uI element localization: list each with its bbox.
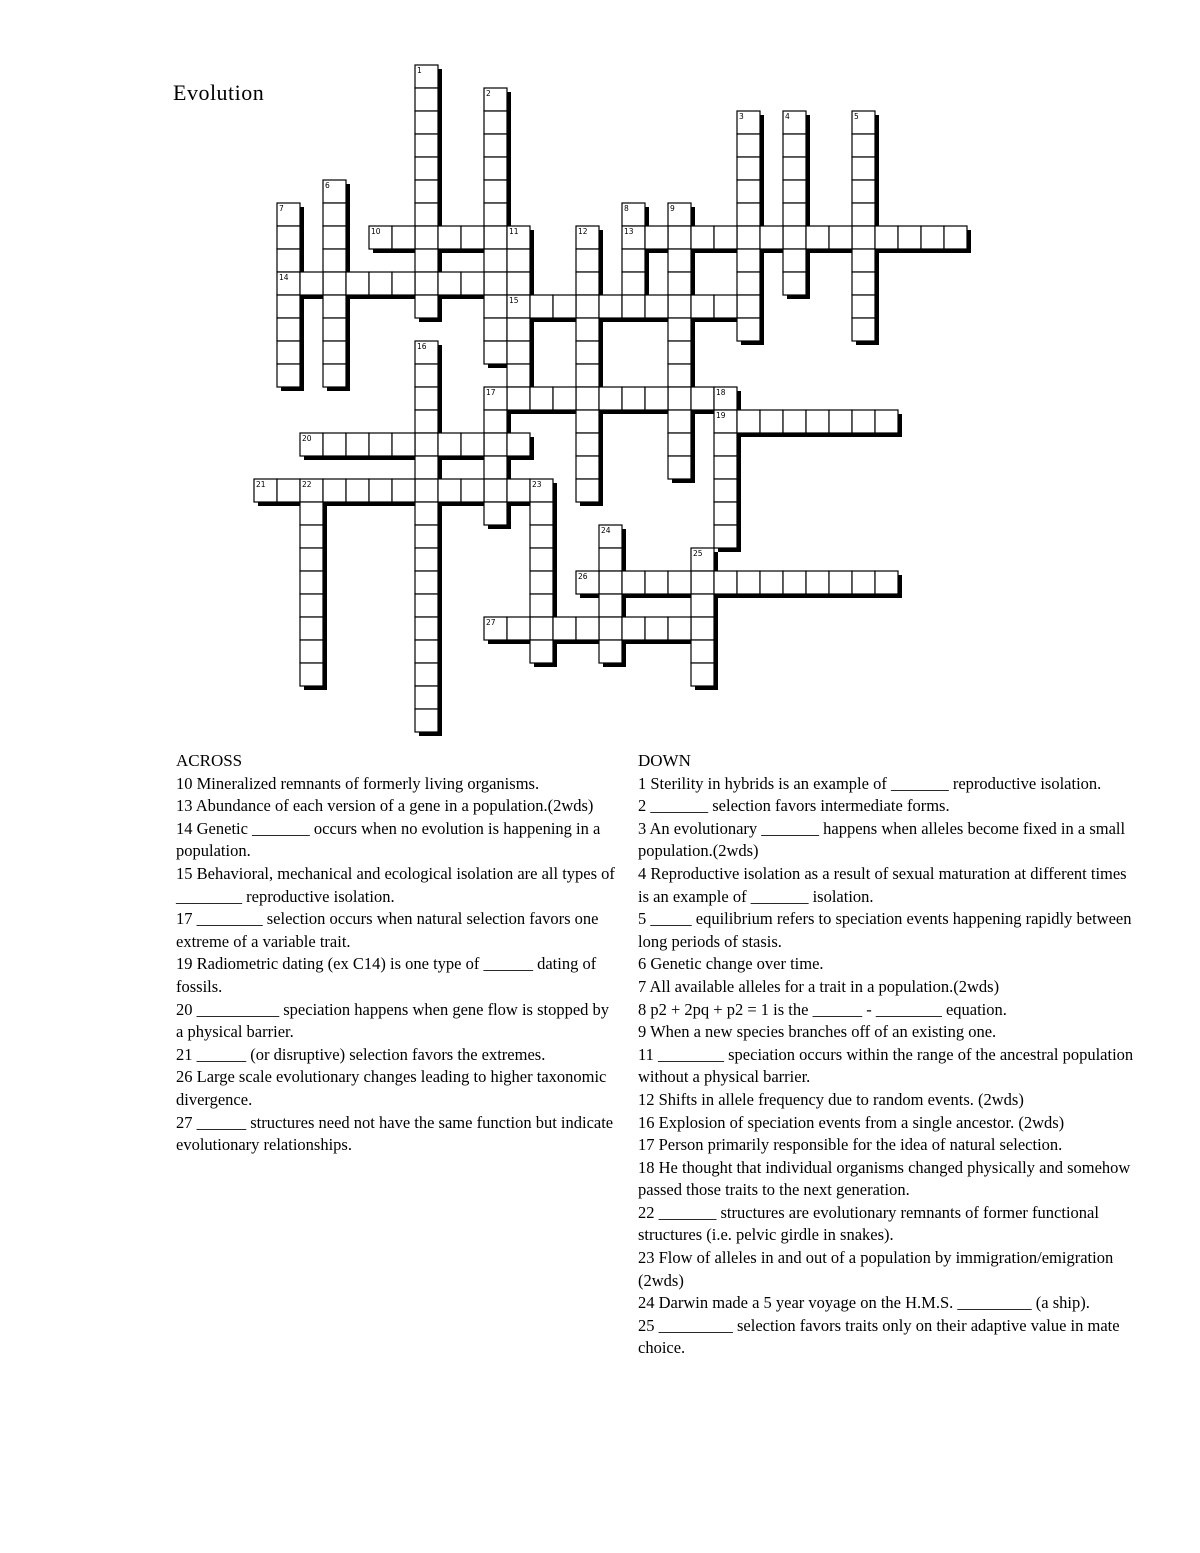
grid-cell[interactable] bbox=[415, 203, 438, 226]
across-clue-21: 21 ______ (or disruptive) selection favors the extremes. bbox=[176, 1044, 546, 1064]
grid-cell[interactable] bbox=[484, 157, 507, 180]
grid-cell[interactable] bbox=[645, 295, 668, 318]
grid-cell[interactable] bbox=[576, 410, 599, 433]
down-clue-16: 16 Explosion of speciation events from a single ancestor. (2wds) bbox=[638, 1112, 1065, 1132]
grid-cell[interactable] bbox=[576, 433, 599, 456]
grid-cell[interactable] bbox=[668, 295, 691, 318]
grid-clue-number: 23 bbox=[532, 480, 542, 489]
grid-cell[interactable] bbox=[806, 410, 829, 433]
grid-cell[interactable] bbox=[737, 272, 760, 295]
grid-cell[interactable] bbox=[484, 502, 507, 525]
grid-cell[interactable] bbox=[300, 525, 323, 548]
grid-cell[interactable] bbox=[783, 410, 806, 433]
across-clue-27: 27 ______ structures need not have the same function but indicate evolutionary relationships. bbox=[176, 1112, 614, 1155]
down-clue-2: 2 _______ selection favors intermediate forms. bbox=[638, 796, 950, 816]
grid-cell[interactable] bbox=[737, 157, 760, 180]
grid-cell[interactable] bbox=[622, 617, 645, 640]
grid-cell[interactable] bbox=[875, 571, 898, 594]
grid-clue-number: 22 bbox=[302, 480, 312, 489]
grid-cell[interactable] bbox=[668, 387, 691, 410]
grid-cell[interactable] bbox=[415, 433, 438, 456]
grid-cell[interactable] bbox=[323, 479, 346, 502]
grid-cell[interactable] bbox=[645, 571, 668, 594]
grid-cell[interactable] bbox=[507, 617, 530, 640]
grid-cell[interactable] bbox=[852, 295, 875, 318]
grid-cell[interactable] bbox=[599, 295, 622, 318]
grid-clue-number: 25 bbox=[693, 549, 703, 558]
grid-cell[interactable] bbox=[277, 479, 300, 502]
grid-cell[interactable] bbox=[737, 410, 760, 433]
grid-cell[interactable] bbox=[691, 295, 714, 318]
grid-cell[interactable] bbox=[668, 617, 691, 640]
grid-cell[interactable] bbox=[323, 341, 346, 364]
grid-cell[interactable] bbox=[392, 226, 415, 249]
grid-cell[interactable] bbox=[415, 295, 438, 318]
grid-cell[interactable] bbox=[323, 295, 346, 318]
grid-cell[interactable] bbox=[507, 364, 530, 387]
grid-cell[interactable] bbox=[576, 318, 599, 341]
across-clue-10: 10 Mineralized remnants of formerly living organisms. bbox=[176, 773, 540, 793]
grid-cell[interactable] bbox=[737, 134, 760, 157]
grid-cell[interactable] bbox=[277, 318, 300, 341]
grid-cell[interactable] bbox=[530, 594, 553, 617]
grid-clue-number: 6 bbox=[325, 181, 330, 190]
grid-cell[interactable] bbox=[323, 318, 346, 341]
grid-cell[interactable] bbox=[553, 387, 576, 410]
grid-cell[interactable] bbox=[438, 433, 461, 456]
grid-cell[interactable] bbox=[576, 387, 599, 410]
grid-cell[interactable] bbox=[484, 226, 507, 249]
grid-cell[interactable] bbox=[277, 341, 300, 364]
grid-cell[interactable] bbox=[829, 226, 852, 249]
grid-cell[interactable] bbox=[921, 226, 944, 249]
grid-cell[interactable] bbox=[852, 318, 875, 341]
grid-cell[interactable] bbox=[507, 249, 530, 272]
grid-cell[interactable] bbox=[300, 571, 323, 594]
grid-cell[interactable] bbox=[530, 387, 553, 410]
grid-clue-number: 4 bbox=[785, 112, 790, 121]
grid-cell[interactable] bbox=[415, 548, 438, 571]
grid-cell[interactable] bbox=[484, 180, 507, 203]
grid-cell[interactable] bbox=[484, 272, 507, 295]
grid-cell[interactable] bbox=[714, 226, 737, 249]
grid-clue-number: 20 bbox=[302, 434, 312, 443]
down-clue-12: 12 Shifts in allele frequency due to random events. (2wds) bbox=[638, 1089, 1024, 1109]
grid-clue-number: 7 bbox=[279, 204, 284, 213]
grid-cell[interactable] bbox=[415, 594, 438, 617]
grid-cell-layer bbox=[254, 65, 967, 732]
grid-cell[interactable] bbox=[415, 249, 438, 272]
grid-cell[interactable] bbox=[714, 525, 737, 548]
grid-cell[interactable] bbox=[507, 387, 530, 410]
down-clue-18: 18 He thought that individual organisms changed physically and somehow passed those traits to the next generation. bbox=[638, 1157, 1131, 1200]
across-clue-20: 20 __________ speciation happens when gene flow is stopped by a physical barrier. bbox=[176, 999, 610, 1042]
grid-cell[interactable] bbox=[415, 226, 438, 249]
across-clue-14: 14 Genetic _______ occurs when no evolution is happening in a population. bbox=[176, 818, 601, 861]
grid-cell[interactable] bbox=[852, 134, 875, 157]
grid-cell[interactable] bbox=[714, 479, 737, 502]
down-clue-1: 1 Sterility in hybrids is an example of _______ reproductive isolation. bbox=[638, 773, 1102, 793]
grid-cell[interactable] bbox=[346, 272, 369, 295]
grid-cell[interactable] bbox=[691, 571, 714, 594]
grid-cell[interactable] bbox=[668, 364, 691, 387]
grid-clue-number: 21 bbox=[256, 480, 266, 489]
grid-cell[interactable] bbox=[323, 272, 346, 295]
down-heading: DOWN bbox=[638, 751, 691, 770]
grid-clue-number: 27 bbox=[486, 618, 496, 627]
grid-cell[interactable] bbox=[484, 318, 507, 341]
grid-cell[interactable] bbox=[599, 548, 622, 571]
grid-cell[interactable] bbox=[415, 525, 438, 548]
grid-cell[interactable] bbox=[392, 433, 415, 456]
grid-cell[interactable] bbox=[714, 456, 737, 479]
grid-cell[interactable] bbox=[484, 410, 507, 433]
grid-clue-number: 26 bbox=[578, 572, 588, 581]
across-clue-17: 17 ________ selection occurs when natural selection favors one extreme of a variable trait. bbox=[176, 909, 599, 951]
grid-cell[interactable] bbox=[461, 479, 484, 502]
grid-cell[interactable] bbox=[852, 180, 875, 203]
grid-cell[interactable] bbox=[415, 157, 438, 180]
grid-cell[interactable] bbox=[944, 226, 967, 249]
grid-cell[interactable] bbox=[875, 226, 898, 249]
down-clue-8: 8 p2 + 2pq + p2 = 1 is the ______ - ________ equation. bbox=[638, 999, 1007, 1019]
grid-cell[interactable] bbox=[783, 226, 806, 249]
grid-cell[interactable] bbox=[277, 226, 300, 249]
grid-cell[interactable] bbox=[415, 364, 438, 387]
grid-cell[interactable] bbox=[415, 686, 438, 709]
grid-cell[interactable] bbox=[852, 203, 875, 226]
grid-cell[interactable] bbox=[806, 571, 829, 594]
grid-clue-number: 16 bbox=[417, 342, 427, 351]
grid-cell[interactable] bbox=[760, 410, 783, 433]
grid-clue-number: 5 bbox=[854, 112, 859, 121]
grid-cell[interactable] bbox=[576, 617, 599, 640]
grid-cell[interactable] bbox=[553, 617, 576, 640]
grid-cell[interactable] bbox=[415, 134, 438, 157]
grid-cell[interactable] bbox=[507, 433, 530, 456]
grid-cell[interactable] bbox=[392, 272, 415, 295]
grid-cell[interactable] bbox=[415, 571, 438, 594]
grid-cell[interactable] bbox=[576, 249, 599, 272]
across-clue-19: 19 Radiometric dating (ex C14) is one type of ______ dating of fossils. bbox=[176, 954, 597, 996]
grid-cell[interactable] bbox=[599, 594, 622, 617]
grid-cell[interactable] bbox=[369, 433, 392, 456]
crossword-grid bbox=[0, 0, 1200, 760]
grid-cell[interactable] bbox=[714, 502, 737, 525]
grid-cell[interactable] bbox=[300, 502, 323, 525]
grid-clue-number: 3 bbox=[739, 112, 744, 121]
grid-cell[interactable] bbox=[691, 617, 714, 640]
grid-clue-number: 11 bbox=[509, 227, 519, 236]
grid-cell[interactable] bbox=[530, 548, 553, 571]
grid-cell[interactable] bbox=[599, 617, 622, 640]
grid-cell[interactable] bbox=[438, 479, 461, 502]
grid-cell[interactable] bbox=[760, 226, 783, 249]
down-clue-24: 24 Darwin made a 5 year voyage on the H.M.S. _________ (a ship). bbox=[638, 1293, 1090, 1313]
down-clue-9: 9 When a new species branches off of an existing one. bbox=[638, 1022, 997, 1042]
grid-clue-number: 18 bbox=[716, 388, 726, 397]
grid-cell[interactable] bbox=[783, 571, 806, 594]
grid-cell[interactable] bbox=[507, 341, 530, 364]
grid-clue-number: 13 bbox=[624, 227, 634, 236]
grid-cell[interactable] bbox=[415, 502, 438, 525]
grid-cell[interactable] bbox=[484, 134, 507, 157]
grid-cell[interactable] bbox=[737, 180, 760, 203]
grid-cell[interactable] bbox=[898, 226, 921, 249]
grid-cell[interactable] bbox=[576, 456, 599, 479]
across-clue-13: 13 Abundance of each version of a gene in a population.(2wds) bbox=[176, 796, 594, 816]
grid-clue-number: 14 bbox=[279, 273, 289, 282]
grid-cell[interactable] bbox=[668, 249, 691, 272]
grid-cell[interactable] bbox=[668, 341, 691, 364]
puzzle-title: Evolution bbox=[173, 80, 265, 105]
down-clue-3: 3 An evolutionary _______ happens when alleles become fixed in a small population.(2wds) bbox=[638, 818, 1126, 861]
grid-cell[interactable] bbox=[622, 249, 645, 272]
grid-cell[interactable] bbox=[369, 272, 392, 295]
grid-cell[interactable] bbox=[714, 295, 737, 318]
grid-cell[interactable] bbox=[783, 157, 806, 180]
grid-cell[interactable] bbox=[737, 249, 760, 272]
grid-cell[interactable] bbox=[737, 226, 760, 249]
grid-cell[interactable] bbox=[691, 594, 714, 617]
grid-cell[interactable] bbox=[415, 111, 438, 134]
down-clue-25: 25 _________ selection favors traits only on their adaptive value in mate choice. bbox=[638, 1315, 1120, 1358]
grid-cell[interactable] bbox=[415, 272, 438, 295]
grid-cell[interactable] bbox=[530, 502, 553, 525]
down-clue-4: 4 Reproductive isolation as a result of sexual maturation at different times is an example of _______ isolation. bbox=[638, 863, 1127, 906]
grid-cell[interactable] bbox=[415, 663, 438, 686]
down-clue-6: 6 Genetic change over time. bbox=[638, 954, 824, 974]
across-clue-15: 15 Behavioral, mechanical and ecological isolation are all types of ________ reproductive isolation. bbox=[176, 863, 615, 906]
grid-clue-number: 9 bbox=[670, 204, 675, 213]
across-clues bbox=[176, 750, 616, 1157]
grid-cell[interactable] bbox=[760, 571, 783, 594]
grid-cell[interactable] bbox=[484, 433, 507, 456]
grid-clue-number: 19 bbox=[716, 411, 726, 420]
grid-cell[interactable] bbox=[415, 709, 438, 732]
grid-clue-number: 17 bbox=[486, 388, 496, 397]
down-clue-11: 11 ________ speciation occurs within the range of the ancestral population without a physical barrier. bbox=[638, 1044, 1134, 1087]
grid-cell[interactable] bbox=[622, 387, 645, 410]
grid-cell[interactable] bbox=[691, 640, 714, 663]
grid-cell[interactable] bbox=[438, 272, 461, 295]
grid-cell[interactable] bbox=[461, 226, 484, 249]
grid-cell[interactable] bbox=[507, 479, 530, 502]
grid-cell[interactable] bbox=[300, 272, 323, 295]
grid-cell[interactable] bbox=[277, 295, 300, 318]
grid-cell[interactable] bbox=[507, 318, 530, 341]
grid-cell[interactable] bbox=[484, 295, 507, 318]
grid-clue-number: 2 bbox=[486, 89, 491, 98]
across-clue-26: 26 Large scale evolutionary changes leading to higher taxonomic divergence. bbox=[176, 1067, 607, 1109]
grid-cell[interactable] bbox=[668, 226, 691, 249]
grid-cell[interactable] bbox=[323, 249, 346, 272]
grid-cell[interactable] bbox=[599, 640, 622, 663]
grid-cell[interactable] bbox=[852, 571, 875, 594]
grid-cell[interactable] bbox=[668, 456, 691, 479]
grid-cell[interactable] bbox=[668, 571, 691, 594]
grid-cell[interactable] bbox=[852, 249, 875, 272]
grid-cell[interactable] bbox=[300, 617, 323, 640]
grid-cell[interactable] bbox=[668, 272, 691, 295]
grid-cell[interactable] bbox=[622, 272, 645, 295]
grid-cell[interactable] bbox=[323, 433, 346, 456]
grid-cell[interactable] bbox=[691, 226, 714, 249]
grid-cell[interactable] bbox=[415, 410, 438, 433]
across-heading: ACROSS bbox=[176, 751, 243, 770]
grid-cell[interactable] bbox=[484, 456, 507, 479]
grid-cell[interactable] bbox=[737, 318, 760, 341]
grid-cell[interactable] bbox=[599, 387, 622, 410]
grid-cell[interactable] bbox=[323, 203, 346, 226]
grid-cell[interactable] bbox=[530, 525, 553, 548]
grid-cell[interactable] bbox=[415, 640, 438, 663]
grid-cell[interactable] bbox=[484, 249, 507, 272]
grid-cell[interactable] bbox=[415, 88, 438, 111]
grid-cell[interactable] bbox=[668, 318, 691, 341]
grid-cell[interactable] bbox=[530, 617, 553, 640]
grid-clue-number: 24 bbox=[601, 526, 611, 535]
grid-cell[interactable] bbox=[415, 456, 438, 479]
grid-cell[interactable] bbox=[622, 295, 645, 318]
grid-cell[interactable] bbox=[852, 226, 875, 249]
down-clue-5: 5 _____ equilibrium refers to speciation events happening rapidly between long periods of stasis. bbox=[638, 909, 1132, 951]
grid-cell[interactable] bbox=[737, 203, 760, 226]
grid-cell[interactable] bbox=[668, 433, 691, 456]
grid-cell[interactable] bbox=[622, 571, 645, 594]
grid-cell[interactable] bbox=[530, 640, 553, 663]
down-clue-23: 23 Flow of alleles in and out of a population by immigration/emigration (2wds) bbox=[638, 1248, 1114, 1290]
grid-cell[interactable] bbox=[783, 134, 806, 157]
grid-clue-number: 8 bbox=[624, 204, 629, 213]
grid-clue-number: 15 bbox=[509, 296, 519, 305]
grid-cell[interactable] bbox=[645, 617, 668, 640]
grid-cell[interactable] bbox=[806, 226, 829, 249]
grid-cell[interactable] bbox=[484, 203, 507, 226]
grid-cell[interactable] bbox=[783, 249, 806, 272]
down-clue-22: 22 _______ structures are evolutionary remnants of former functional structures (i.e. pelvic girdle in snakes). bbox=[638, 1202, 1099, 1245]
grid-cell[interactable] bbox=[576, 341, 599, 364]
grid-cell[interactable] bbox=[783, 272, 806, 295]
grid-cell[interactable] bbox=[875, 410, 898, 433]
grid-cell[interactable] bbox=[783, 203, 806, 226]
grid-cell[interactable] bbox=[737, 571, 760, 594]
grid-clue-number: 12 bbox=[578, 227, 588, 236]
grid-cell[interactable] bbox=[668, 410, 691, 433]
down-clue-17: 17 Person primarily responsible for the idea of natural selection. bbox=[638, 1135, 1063, 1155]
down-clue-7: 7 All available alleles for a trait in a population.(2wds) bbox=[638, 976, 1000, 996]
grid-cell[interactable] bbox=[461, 272, 484, 295]
grid-cell[interactable] bbox=[829, 410, 852, 433]
grid-cell[interactable] bbox=[576, 272, 599, 295]
grid-cell[interactable] bbox=[323, 364, 346, 387]
grid-cell[interactable] bbox=[576, 295, 599, 318]
down-clues bbox=[638, 750, 1136, 1360]
grid-cell[interactable] bbox=[576, 364, 599, 387]
grid-cell[interactable] bbox=[645, 387, 668, 410]
grid-cell[interactable] bbox=[369, 479, 392, 502]
grid-cell[interactable] bbox=[415, 617, 438, 640]
grid-cell[interactable] bbox=[346, 433, 369, 456]
grid-cell[interactable] bbox=[484, 111, 507, 134]
grid-cell[interactable] bbox=[300, 640, 323, 663]
grid-cell[interactable] bbox=[392, 479, 415, 502]
grid-cell[interactable] bbox=[576, 479, 599, 502]
grid-clue-number: 1 bbox=[417, 66, 422, 75]
grid-cell[interactable] bbox=[277, 249, 300, 272]
grid-cell[interactable] bbox=[323, 226, 346, 249]
grid-cell[interactable] bbox=[783, 180, 806, 203]
grid-cell[interactable] bbox=[714, 433, 737, 456]
grid-cell[interactable] bbox=[484, 479, 507, 502]
grid-cell[interactable] bbox=[852, 157, 875, 180]
grid-cell[interactable] bbox=[530, 295, 553, 318]
grid-cell[interactable] bbox=[691, 387, 714, 410]
grid-cell[interactable] bbox=[852, 410, 875, 433]
grid-clue-number: 10 bbox=[371, 227, 381, 236]
grid-cell[interactable] bbox=[461, 433, 484, 456]
grid-cell[interactable] bbox=[599, 571, 622, 594]
grid-cell[interactable] bbox=[852, 272, 875, 295]
grid-cell[interactable] bbox=[530, 571, 553, 594]
grid-cell[interactable] bbox=[277, 364, 300, 387]
grid-cell[interactable] bbox=[300, 594, 323, 617]
grid-cell[interactable] bbox=[737, 295, 760, 318]
grid-cell[interactable] bbox=[415, 387, 438, 410]
grid-cell[interactable] bbox=[645, 226, 668, 249]
grid-cell[interactable] bbox=[300, 663, 323, 686]
grid-cell[interactable] bbox=[300, 548, 323, 571]
grid-cell[interactable] bbox=[691, 663, 714, 686]
grid-cell[interactable] bbox=[438, 226, 461, 249]
grid-cell[interactable] bbox=[714, 571, 737, 594]
grid-cell[interactable] bbox=[415, 479, 438, 502]
grid-cell[interactable] bbox=[829, 571, 852, 594]
grid-cell[interactable] bbox=[507, 272, 530, 295]
grid-cell[interactable] bbox=[346, 479, 369, 502]
grid-cell[interactable] bbox=[415, 180, 438, 203]
grid-cell[interactable] bbox=[553, 295, 576, 318]
grid-cell[interactable] bbox=[484, 341, 507, 364]
